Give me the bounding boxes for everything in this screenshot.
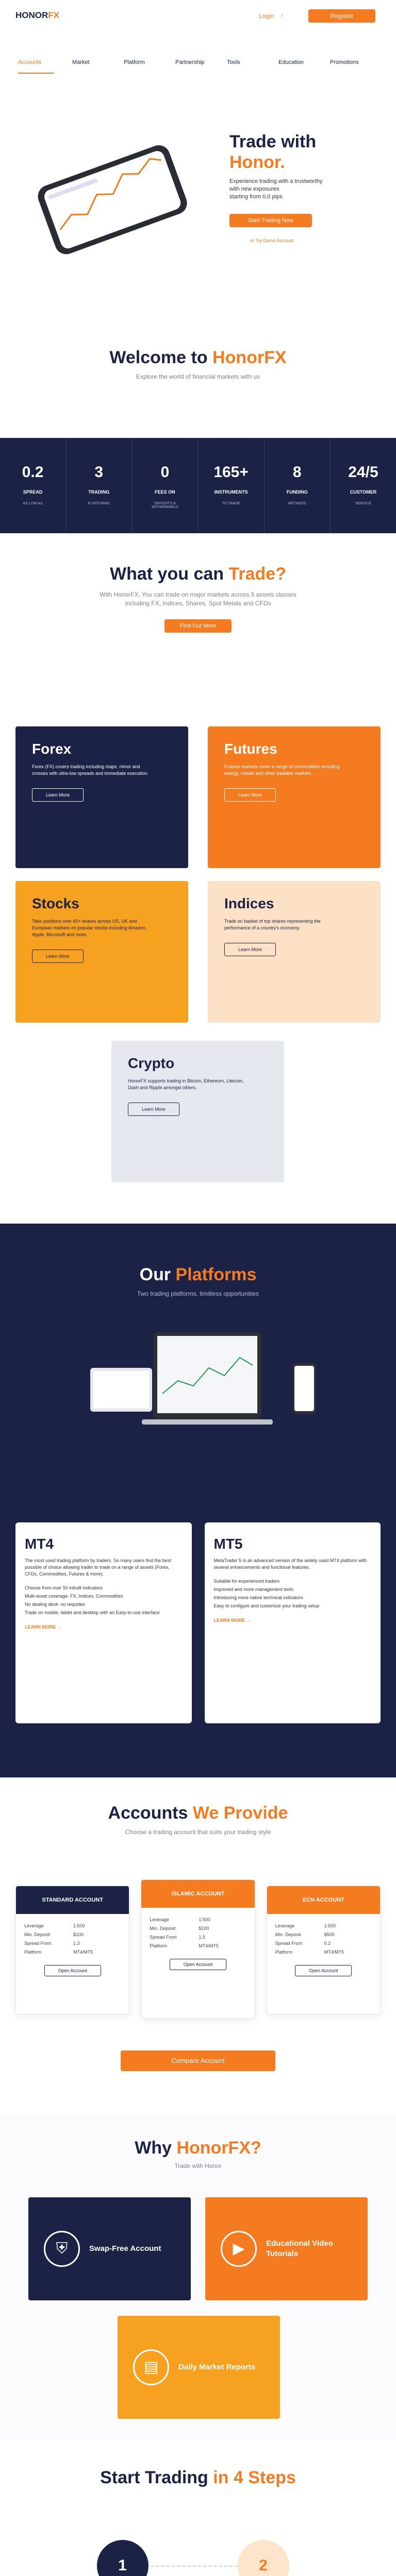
- account-spec-row: [150, 1917, 246, 1922]
- steps-section: [0, 2468, 396, 2576]
- platform-features: [214, 1578, 372, 1609]
- why-section: [0, 2115, 396, 2439]
- account-card-2: [267, 1886, 381, 2014]
- hero: [0, 82, 396, 299]
- account-spec-row: [150, 1926, 246, 1931]
- stat-item: [0, 438, 66, 533]
- nav-item-education[interactable]: Education: [278, 59, 304, 65]
- stat-item: [331, 438, 396, 533]
- account-spec-row: [150, 1935, 246, 1940]
- spec-value: 1.3: [73, 1941, 80, 1946]
- stat-value: 0: [160, 464, 170, 481]
- account-spec-row: [24, 1932, 121, 1937]
- nav-item-promotions[interactable]: Promotions: [330, 59, 359, 65]
- spec-label: Platform: [150, 1943, 167, 1948]
- account-specs: [267, 1914, 380, 1955]
- stat-item: [199, 438, 265, 533]
- account-spec-row: [275, 1923, 372, 1928]
- hero-demo-link[interactable]: or Try Demo Account: [250, 238, 294, 243]
- account-spec-row: [275, 1941, 372, 1946]
- stat-label: SPREAD: [23, 489, 43, 495]
- account-spec-row: [150, 1943, 246, 1948]
- welcome-title: Welcome to: [109, 348, 213, 367]
- market-card-desc: Forex (FX) covers trading including major, minor and crosses with ultra-low spreads and immediate execution.: [32, 764, 148, 776]
- phone-illustration: [21, 108, 196, 283]
- platform-feature: Easy to configure and customize your trading setup: [213, 1603, 320, 1608]
- stat-label: TRADING: [88, 489, 110, 495]
- market-card-futures: [208, 726, 381, 868]
- stat-sublabel: PLATFORMS: [88, 502, 110, 505]
- nav-item-tools[interactable]: Tools: [227, 59, 240, 65]
- video-tutorial-icon: ▶: [221, 2231, 257, 2267]
- stat-value: 8: [292, 464, 302, 481]
- stat-item: [265, 438, 331, 533]
- market-card-title: Indices: [224, 895, 274, 911]
- spec-label: Min. Deposit: [150, 1926, 176, 1931]
- market-card-title: Forex: [32, 741, 72, 757]
- market-learn-more-button[interactable]: Learn More: [224, 943, 276, 956]
- steps-title-accent: in 4 Steps: [213, 2468, 296, 2487]
- stat-label: FEES ON: [155, 489, 175, 495]
- steps-title: Start Trading: [100, 2468, 213, 2487]
- step-number: 1: [97, 2540, 148, 2576]
- spec-label: Platform: [275, 1950, 293, 1955]
- nav-item-partnership[interactable]: Partnership: [175, 59, 205, 65]
- market-card-desc: Trade on basket of top shares representing the performance of a country's economy.: [224, 919, 321, 930]
- active-nav-underline: [18, 73, 54, 74]
- market-card-title: Crypto: [128, 1055, 175, 1071]
- stat-sublabel: TO TRADE: [222, 502, 240, 505]
- nav-item-platform[interactable]: Platform: [124, 59, 145, 65]
- spec-label: Leverage: [275, 1923, 295, 1928]
- platform-feature: Improved and more management tools: [213, 1587, 294, 1592]
- stat-sublabel: SERVICE: [355, 502, 371, 505]
- stat-label: CUSTOMER: [350, 489, 377, 495]
- market-card-indices: [208, 881, 381, 1023]
- account-spec-row: [24, 1941, 121, 1946]
- devices-illustration: [90, 1332, 322, 1461]
- open-account-button[interactable]: Open Account: [295, 1965, 352, 1976]
- platforms-title-accent: Platforms: [175, 1265, 257, 1284]
- main-nav: [0, 59, 396, 75]
- header-divider: /: [281, 12, 283, 20]
- platform-feature: Trade on mobile, tablet and desktop with an Easy-to-use interface: [25, 1610, 160, 1615]
- spec-value: MT4/MT5: [324, 1950, 344, 1955]
- account-card-title: ECN ACCOUNT: [267, 1886, 380, 1914]
- platform-desc: MetaTrader 5 is an advanced version of the widely used MT4 platform with several enhancements and functional features.: [213, 1558, 367, 1570]
- compare-account-button[interactable]: Compare Account: [121, 2050, 275, 2071]
- platform-features: [25, 1585, 183, 1616]
- spec-value: 0.2: [324, 1941, 331, 1946]
- account-spec-row: [24, 1950, 121, 1955]
- report-icon: ▤: [133, 2349, 169, 2385]
- spec-value: $100: [73, 1932, 84, 1937]
- trade-section: [0, 564, 396, 698]
- stat-sublabel: AS LOW AS: [23, 502, 43, 505]
- stat-item: [66, 438, 132, 533]
- account-card-title: STANDARD ACCOUNT: [16, 1886, 129, 1914]
- account-spec-row: [275, 1932, 372, 1937]
- platform-learn-more-link[interactable]: LEARN MORE →: [213, 1618, 251, 1623]
- account-spec-row: [275, 1950, 372, 1955]
- market-card-desc: HonorFX supports trading in Bitcoin, Ethereum, Litecoin, Dash and Ripple amongst others.: [128, 1078, 244, 1090]
- platform-title: MT5: [213, 1536, 243, 1552]
- account-card-title: ISLAMIC ACCOUNT: [141, 1880, 254, 1908]
- account-specs: [16, 1914, 129, 1955]
- spec-label: Spread From: [275, 1941, 303, 1946]
- accounts-subtitle: Choose a trading account that suits your trading style: [125, 1828, 271, 1836]
- stat-label: INSTRUMENTS: [214, 489, 248, 495]
- spec-value: MT4/MT5: [199, 1943, 219, 1948]
- market-card-desc: Take positions over 60+ shares across US, UK and European markets on popular stocks including Amazon, Apple, Microsoft and more.: [32, 919, 147, 937]
- find-out-more-button[interactable]: Find Out More: [164, 619, 232, 633]
- platform-learn-more-link[interactable]: LEARN MORE →: [25, 1624, 62, 1630]
- market-learn-more-button[interactable]: Learn More: [32, 950, 84, 963]
- market-card-desc: Futures markets cover a range of commodities including energy, metals and other tradable markets.: [224, 764, 340, 776]
- account-specs: [141, 1908, 254, 1948]
- hero-description: Experience trading with a trustworthy with new exposures starting from 0.0 pips: [229, 178, 323, 200]
- hero-title-accent: Honor.: [229, 152, 285, 172]
- trade-title-accent: Trade?: [228, 564, 286, 584]
- open-account-button[interactable]: Open Account: [170, 1959, 226, 1970]
- nav-item-accounts[interactable]: Accounts: [18, 59, 42, 65]
- spec-value: 1.5: [199, 1935, 205, 1940]
- account-spec-row: [24, 1923, 121, 1928]
- spec-value: MT4/MT5: [73, 1950, 93, 1955]
- why-card-1: [205, 2197, 368, 2300]
- hero-title: Trade with: [229, 132, 317, 151]
- shield-icon: ⛨: [44, 2231, 80, 2267]
- why-subtitle: Trade with Honor: [174, 2162, 222, 2170]
- stats-bar: [0, 438, 396, 533]
- accounts-title: Accounts: [108, 1803, 193, 1823]
- spec-label: Spread From: [150, 1935, 177, 1940]
- spec-value: $100: [199, 1926, 209, 1931]
- trade-title: What you can: [110, 564, 229, 584]
- accounts-section: [0, 1803, 396, 2092]
- why-card-2: [118, 2316, 280, 2419]
- market-card-title: Stocks: [32, 895, 79, 911]
- platforms-title: Our: [139, 1265, 176, 1284]
- why-card-0: [28, 2197, 191, 2300]
- spec-label: Spread From: [24, 1941, 52, 1946]
- spec-label: Min. Deposit: [275, 1932, 301, 1937]
- why-card-title: Daily Market Reports: [178, 2363, 256, 2371]
- market-cards: [0, 726, 396, 1190]
- spec-value: 1:500: [73, 1923, 85, 1928]
- platform-feature: Suitable for experienced traders: [213, 1579, 280, 1584]
- step-verify: [205, 2540, 321, 2576]
- why-card-title: Swap-Free Account: [89, 2244, 161, 2253]
- spec-label: Platform: [24, 1950, 42, 1955]
- logo-text-a: HONOR: [15, 10, 48, 20]
- accounts-title-accent: We Provide: [192, 1803, 288, 1823]
- stat-sublabel: DEPOSITS & WITHDRAWALS: [151, 502, 178, 509]
- hero-start-trading-button[interactable]: Start Trading Now: [229, 214, 312, 227]
- trade-subtitle: With HonorFX, You can trade on major markets across 5 assets classes including FX, Indices, Shares, Spot Metals and CFDs: [100, 591, 296, 607]
- market-card-title: Futures: [224, 741, 277, 757]
- stat-label: FUNDING: [286, 489, 308, 495]
- platform-feature: Multi-asset coverage: FX, Indices, Commodities: [25, 1594, 123, 1599]
- why-title-accent: HonorFX?: [176, 2138, 261, 2158]
- welcome-title-accent: HonorFX: [212, 348, 287, 367]
- stat-value: 3: [94, 464, 104, 481]
- spec-value: $500: [324, 1932, 335, 1937]
- spec-value: 1:500: [199, 1917, 210, 1922]
- platform-feature: No dealing desk: no requotes: [25, 1602, 86, 1607]
- platform-card-mt5: [205, 1522, 381, 1723]
- market-card-forex: [15, 726, 188, 868]
- platform-feature: Choose from over 50 inbuilt indicators: [25, 1585, 103, 1590]
- market-card-stocks: [15, 881, 188, 1023]
- account-card-1: [141, 1879, 255, 2019]
- stat-sublabel: METHODS: [288, 502, 306, 505]
- logo-text-b: FX: [48, 10, 60, 20]
- market-learn-more-button[interactable]: Learn More: [128, 1103, 179, 1116]
- step-register: [64, 2540, 180, 2576]
- spec-label: Min. Deposit: [24, 1932, 51, 1937]
- platforms-subtitle: Two trading platforms, limitless opportunities: [137, 1290, 259, 1297]
- account-card-0: [15, 1886, 129, 2014]
- market-learn-more-button[interactable]: Learn More: [32, 788, 84, 802]
- login-link[interactable]: Login: [259, 12, 274, 20]
- logo[interactable]: [15, 10, 59, 21]
- stat-value: 24/5: [348, 464, 378, 481]
- step-number: 2: [238, 2540, 289, 2576]
- welcome-section: [0, 348, 396, 394]
- register-button[interactable]: Register: [308, 9, 375, 23]
- stat-item: [132, 438, 198, 533]
- header: [0, 0, 396, 31]
- platform-desc: The most used trading platform by traders. So many users find the best possible of choice allowing trader to trade on a range of assets (Forex, CFDs, Commodities, Futures & more).: [25, 1558, 171, 1577]
- platform-title: MT4: [25, 1536, 54, 1552]
- nav-item-market[interactable]: Market: [72, 59, 90, 65]
- platform-card-mt4: [15, 1522, 192, 1723]
- why-title: Why: [135, 2138, 177, 2158]
- welcome-subtitle: Explore the world of financial markets with us: [136, 373, 260, 380]
- spec-label: Leverage: [24, 1923, 44, 1928]
- spec-label: Leverage: [150, 1917, 169, 1922]
- why-card-title: Educational Video Tutorials: [266, 2239, 333, 2258]
- open-account-button[interactable]: Open Account: [44, 1965, 101, 1976]
- spec-value: 1:500: [324, 1923, 336, 1928]
- platform-feature: Introducing more native technical indicators: [213, 1595, 303, 1600]
- stat-value: 165+: [213, 464, 249, 481]
- market-card-crypto: [111, 1041, 284, 1182]
- stat-value: 0.2: [22, 464, 44, 481]
- market-learn-more-button[interactable]: Learn More: [224, 788, 276, 802]
- platforms-section: [0, 1224, 396, 1777]
